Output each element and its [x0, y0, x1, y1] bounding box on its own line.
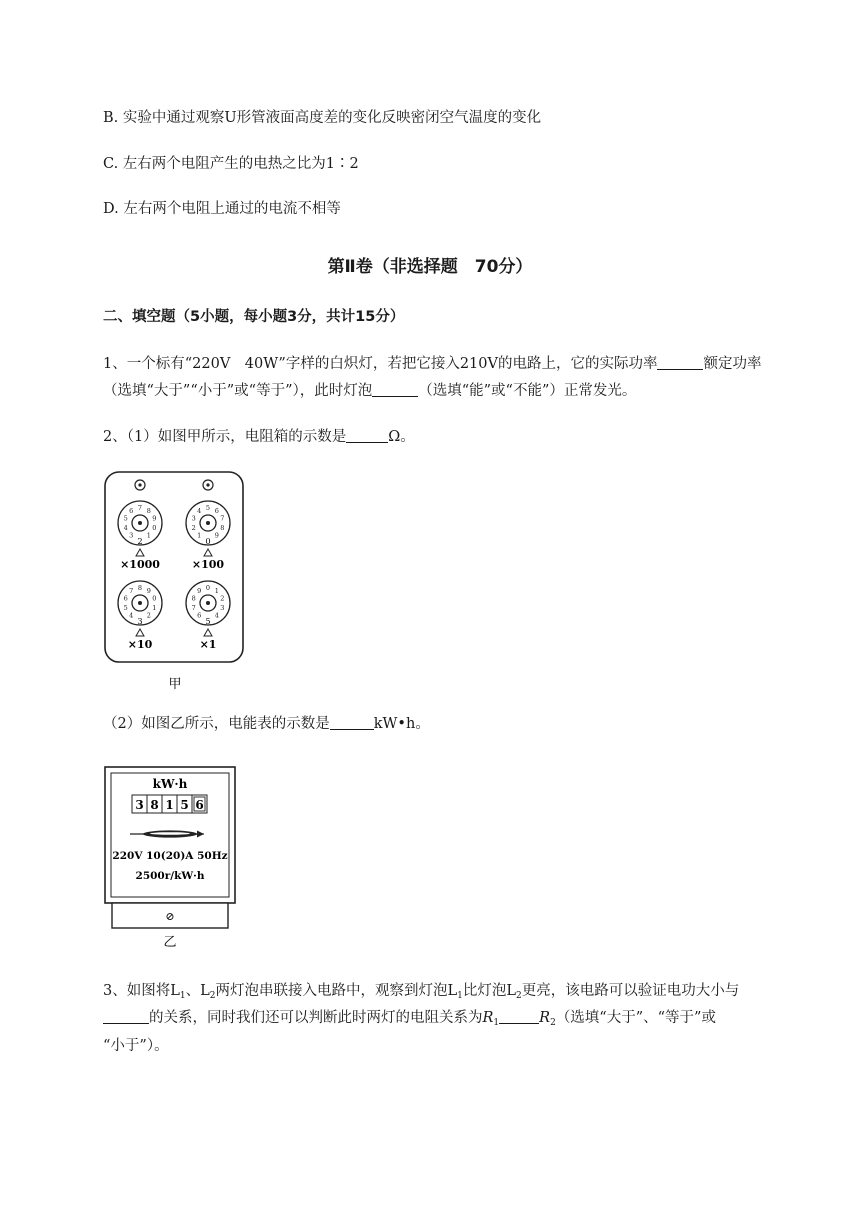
meter-digits: [132, 795, 207, 813]
dial-ring-digit: 6: [123, 594, 128, 603]
q3-text-e: 更亮，该电路可以验证电功大小与: [521, 983, 740, 999]
dial-ring-digit: 1: [197, 531, 202, 540]
meter-unit: kW·h: [152, 777, 188, 791]
q2-part1-text: 2、（1）如图甲所示，电阻箱的示数是: [103, 429, 347, 445]
q1-text-d: （选填“能”或“不能”）正常发光。: [418, 383, 637, 399]
dial-ring-digit: 9: [152, 514, 157, 523]
q1-line1: [103, 354, 761, 374]
option-c: C. 左右两个电阻产生的电热之比为1∶2: [103, 156, 359, 172]
dial-ring-digit: 6: [214, 507, 219, 516]
q3-text-c: 两灯泡串联接入电路中，观察到灯泡L: [215, 983, 458, 999]
dial-ring-digit: 4: [214, 611, 219, 620]
figure-jia-caption: 甲: [168, 677, 182, 692]
dial-ring-digit: 0: [152, 523, 157, 532]
q3-blank-2[interactable]: [499, 1009, 539, 1024]
dial-ring-digit: 3: [220, 603, 225, 612]
dial-ring-digit: 8: [191, 594, 196, 603]
dial-ring-digit: 5: [205, 504, 211, 513]
meter-digit-3: 1: [165, 798, 174, 812]
q2-part2-unit: kW•h。: [373, 716, 430, 732]
dial-x1000-reading: 2: [137, 537, 143, 546]
meter-screw-icon: ⊘: [165, 910, 175, 923]
meter-constant: 2500r/kW·h: [135, 870, 205, 882]
dial-ring-digit: 6: [197, 611, 202, 620]
dial-ring-digit: 9: [146, 587, 151, 596]
dial-ring-digit: 5: [123, 603, 128, 612]
dial-x100-label: ×100: [191, 558, 225, 571]
q1-blank-1[interactable]: [657, 355, 703, 370]
q2-part1: [103, 427, 415, 447]
q3-l2-sub-2: 2: [515, 991, 522, 1001]
option-b: B. 实验中通过观察U形管液面高度差的变化反映密闭空气温度的变化: [103, 110, 542, 126]
q3-l2-sub: 2: [209, 991, 216, 1001]
q3-r2: R: [539, 1010, 551, 1026]
q3-blank-1[interactable]: [103, 1009, 149, 1024]
dial-x10-reading: 3: [137, 617, 143, 626]
dial-ring-digit: 9: [214, 531, 219, 540]
q2-part2-text: （2）如图乙所示，电能表的示数是: [103, 716, 330, 732]
q2-part2: [103, 714, 430, 734]
q3-l1-sub: 1: [179, 991, 186, 1001]
q3-line3: “小于”）。: [103, 1038, 169, 1054]
dial-ring-digit: 1: [152, 603, 157, 612]
dial-ring-digit: 3: [191, 514, 196, 523]
meter-digit-1: 3: [135, 798, 144, 812]
dial-ring-digit: 7: [129, 587, 134, 596]
part2-title: 第Ⅱ卷（非选择题 70分）: [327, 257, 533, 277]
dial-ring-digit: 2: [191, 523, 196, 532]
dial-ring-digit: 2: [146, 611, 151, 620]
q3-text-a: 3、如图将L: [103, 983, 180, 999]
q3-r1: R: [482, 1010, 494, 1026]
q3-text-f: 的关系，同时我们还可以判断此时两灯的电阻关系为: [149, 1010, 483, 1026]
dial-ring-digit: 2: [220, 594, 225, 603]
q3-r1-sub: 1: [493, 1018, 500, 1028]
option-d: D. 左右两个电阻上通过的电流不相等: [103, 201, 341, 217]
dial-ring-digit: 8: [220, 523, 225, 532]
q3-text-b: 、L: [185, 983, 210, 999]
section2-heading: 二、填空题（5小题，每小题3分，共计15分）: [103, 309, 405, 325]
q1-blank-2[interactable]: [372, 382, 418, 397]
dial-ring-digit: 4: [197, 507, 202, 516]
q2-part1-unit: Ω。: [388, 429, 415, 445]
meter-rating: 220V 10(20)A 50Hz: [112, 850, 228, 862]
dial-ring-digit: 8: [146, 507, 151, 516]
q2-blank-1[interactable]: [346, 428, 388, 443]
q3-line1: [103, 981, 739, 1006]
energy-meter-figure: [100, 762, 240, 952]
dial-ring-digit: 3: [129, 531, 134, 540]
dial-x100-reading: 0: [205, 537, 211, 546]
dial-ring-digit: 1: [146, 531, 151, 540]
dial-ring-digit: 0: [152, 594, 157, 603]
dial-x1-label: ×1: [199, 638, 217, 651]
q3-text-d: 比灯泡L: [462, 983, 516, 999]
figure-yi-caption: 乙: [163, 935, 177, 950]
meter-digit-4: 5: [180, 798, 189, 812]
dial-ring-digit: 6: [129, 507, 134, 516]
meter-digit-2: 8: [150, 798, 159, 812]
dial-x1000-label: ×1000: [120, 558, 160, 571]
q1-text-c: （选填“大于”“小于”或“等于”），此时灯泡: [103, 383, 373, 399]
dial-ring-digit: 9: [197, 587, 202, 596]
dial-ring-digit: 7: [137, 504, 143, 513]
dial-ring-digit: 4: [123, 523, 128, 532]
dial-ring-digit: 7: [220, 514, 225, 523]
q3-line2: [103, 1008, 716, 1033]
dial-ring-digit: 1: [214, 587, 219, 596]
dial-ring-digit: 4: [129, 611, 134, 620]
dial-ring-digit: 8: [137, 584, 143, 593]
q1-text-a: 1、一个标有“220V 40W”字样的白炽灯，若把它接入210V的电路上，它的实际功率: [103, 356, 658, 372]
meter-digit-5: 6: [195, 798, 204, 812]
q1-line2: [103, 381, 636, 401]
q3-r2-sub: 2: [550, 1018, 556, 1028]
dial-ring-digit: 5: [123, 514, 128, 523]
dial-x1-reading: 5: [205, 617, 211, 626]
q1-text-b: 额定功率: [703, 356, 762, 372]
dial-ring-digit: 0: [205, 584, 211, 593]
q3-text-g: （选填“大于”、“等于”或: [555, 1010, 716, 1026]
q3-l1-sub-2: 1: [457, 991, 463, 1001]
dial-ring-digit: 7: [191, 603, 196, 612]
dial-x10-label: ×10: [127, 638, 153, 651]
q2-blank-2[interactable]: [330, 715, 374, 730]
resistance-box-figure: [100, 468, 250, 696]
